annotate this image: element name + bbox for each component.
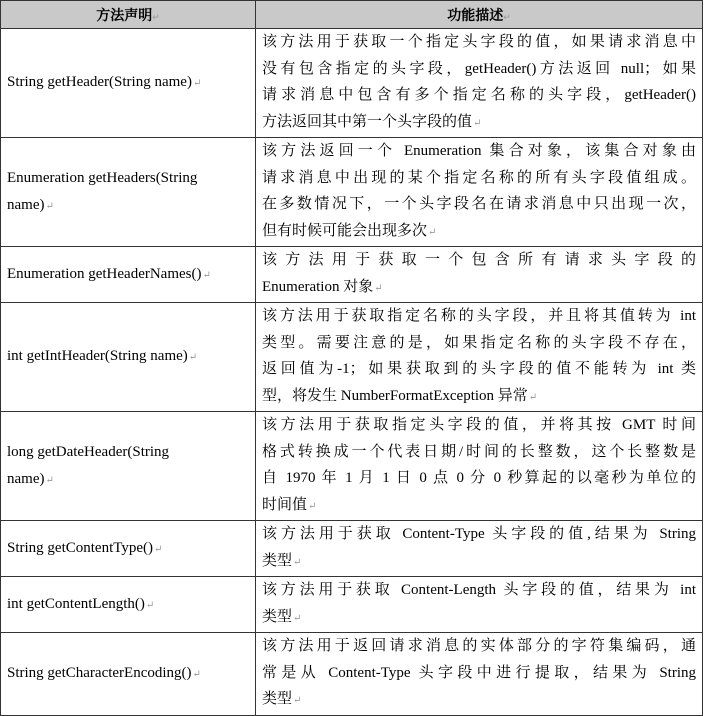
column-header-description [256,1,703,29]
column-header-description-label: 功能描述 ↵ [447,8,511,24]
method-line: name) ↵ [7,466,249,494]
table-header-row [1,1,703,29]
description-line: 在多数情况下，一个头字段名在请求消息中只出现一次， [262,196,696,212]
method-line: Enumeration getHeaders(String [7,169,198,186]
method-line: String getContentType() ↵ [7,535,249,563]
table-row [1,412,703,521]
description-line: 请求消息中包含有多个指定名称的头字段，getHeader() [262,87,696,103]
description-cell [256,633,703,716]
method-cell [1,633,256,716]
description-cell [256,577,703,633]
method-cell [1,303,256,412]
table-row [1,521,703,577]
description-line: 没有包含指定的头字段，getHeader()方法返回 null；如果 [262,60,696,77]
description-line: 类型 ↵ [262,604,696,633]
table-row [1,29,703,138]
method-line: String getCharacterEncoding() ↵ [7,660,249,688]
method-cell [1,412,256,521]
description-line: 方法返回其中第一个头字段的值 ↵ [262,109,696,138]
description-line: 但有时候可能会出现多次 ↵ [262,218,696,247]
method-cell [1,29,256,138]
method-line: name) ↵ [7,192,249,220]
method-cell [1,577,256,633]
method-line: long getDateHeader(String [7,443,170,460]
description-line: 该方法用于获取 Content-Type 头字段的值,结果为 String [262,526,696,542]
description-line: 该方法用于获取指定名称的头字段，并且将其值转为 int [262,308,696,324]
table-row [1,303,703,412]
description-line: 型，将发生 NumberFormatException 异常 ↵ [262,383,696,412]
description-line: 格式转换成一个代表日期/时间的长整数，这个长整数是 [262,443,696,460]
description-line: 请求消息中出现的某个指定名称的所有头字段值组成。 [262,169,696,186]
table-row [1,633,703,716]
table-row [1,138,703,247]
method-cell [1,521,256,577]
method-cell [1,138,256,247]
column-header-method-label: 方法声明 ↵ [96,8,160,24]
description-line: 该方法用于获取指定头字段的值，并将其按 GMT 时间 [262,417,696,433]
description-line: 类型 ↵ [262,686,696,715]
description-cell [256,303,703,412]
description-line: 返回值为-1；如果获取到的头字段的值不能转为 int 类 [262,361,696,377]
description-line: 常是从 Content-Type 头字段中进行提取，结果为 String [262,664,696,681]
method-line: int getIntHeader(String name) ↵ [7,343,249,371]
method-line: int getContentLength() ↵ [7,591,249,619]
description-line: 该方法用于获取一个包含所有请求头字段的 [262,252,696,268]
description-line: Enumeration 对象 ↵ [262,274,696,303]
table-row [1,577,703,633]
method-line: Enumeration getHeaderNames() ↵ [7,261,249,289]
description-line: 类型 ↵ [262,548,696,577]
description-cell [256,412,703,521]
method-line: String getHeader(String name) ↵ [7,69,249,97]
description-line: 类型。需要注意的是，如果指定名称的头字段不存在， [262,334,696,351]
method-cell [1,247,256,303]
description-line: 时间值 ↵ [262,492,696,521]
description-line: 自 1970 年 1 月 1 日 0 点 0 分 0 秒算起的以毫秒为单位的 [262,470,696,486]
description-cell [256,138,703,247]
description-cell [256,247,703,303]
description-line: 该方法用于获取一个指定头字段的值，如果请求消息中 [262,34,696,50]
description-cell [256,29,703,138]
description-cell [256,521,703,577]
description-line: 该方法用于返回请求消息的实体部分的字符集编码，通 [262,638,696,654]
table-row [1,247,703,303]
description-line: 该方法用于获取 Content-Length 头字段的值，结果为 int [262,582,696,598]
column-header-method [1,1,256,29]
description-line: 该方法返回一个 Enumeration 集合对象，该集合对象由 [262,143,696,159]
